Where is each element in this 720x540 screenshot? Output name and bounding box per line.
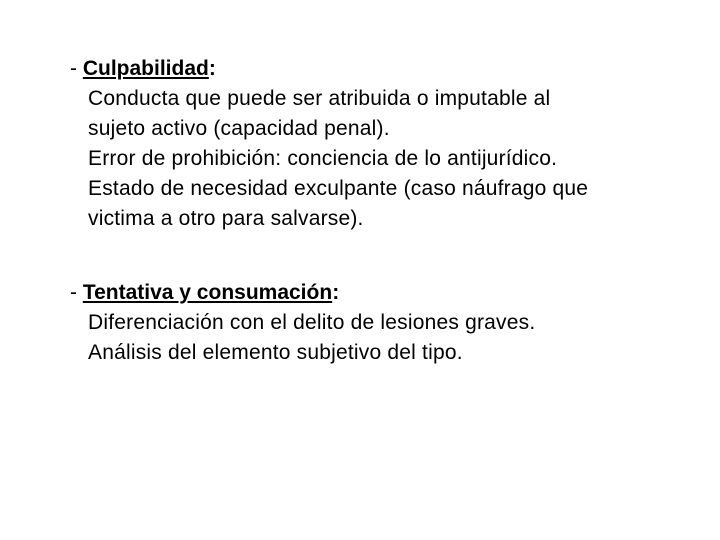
body-line: Análisis del elemento subjetivo del tipo. bbox=[88, 341, 463, 364]
bullet-dash: - bbox=[70, 57, 83, 80]
body-line: Diferenciación con el delito de lesiones graves. bbox=[88, 311, 536, 334]
heading-colon: : bbox=[208, 57, 216, 80]
body-line: sujeto activo (capacidad penal). bbox=[88, 117, 390, 140]
body-line: Error de prohibición: conciencia de lo antijurídico. bbox=[88, 147, 558, 170]
body-line: Estado de necesidad exculpante (caso náufrago que bbox=[88, 177, 589, 200]
heading-colon: : bbox=[332, 281, 340, 304]
section-heading bbox=[70, 278, 690, 308]
heading-term: Culpabilidad bbox=[82, 57, 209, 80]
heading-term: Tentativa y consumación bbox=[82, 281, 333, 304]
bullet-dash: - bbox=[70, 281, 83, 304]
section-tentativa bbox=[70, 278, 690, 368]
section-heading bbox=[70, 54, 690, 84]
body-line: Conducta que puede ser atribuida o imputable al bbox=[88, 87, 551, 110]
section-culpabilidad bbox=[70, 54, 690, 234]
body-line: victima a otro para salvarse). bbox=[88, 207, 364, 230]
